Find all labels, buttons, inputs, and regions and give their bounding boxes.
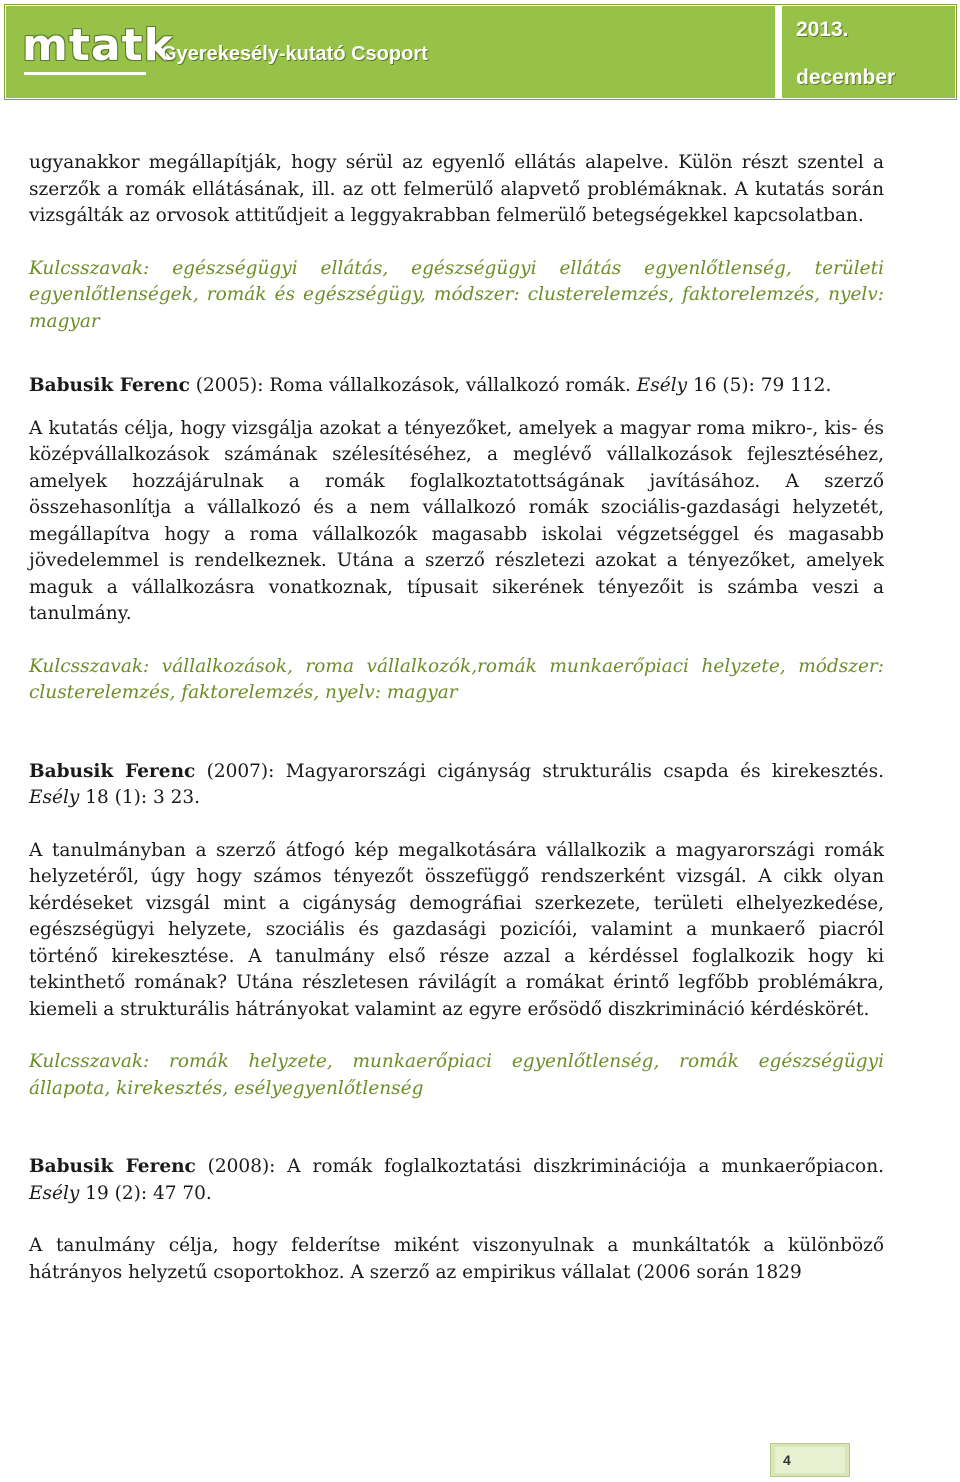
entry-1-citation	[29, 373, 884, 400]
entry-2-author: Babusik Ferenc	[29, 760, 196, 782]
entry-1-journal: Esély	[636, 375, 688, 396]
intro-paragraph: ugyanakkor megállapítják, hogy sérül az egyenlő ellátás alapelve. Külön részt szentel a szerzők a romák ellátásának, ill. az ott felmerülő alapvető problémáknak. A kutatás során vizsgálták az orvosok attitűdjeit a leggyakrabban felmerülő betegségekkel kapcsolatban.	[29, 152, 884, 226]
header-year: 2013.	[796, 18, 849, 41]
entry-2-title: (2007): Magyarországi cigányság strukturális csapda és kirekesztés.	[195, 760, 884, 782]
entry-3-abstract: A tanulmány célja, hogy felderítse miként viszonyulnak a munkáltatók a különböző hátrányos helyzetű csoportokhoz. A szerző az empirikus vállalat (2006 során 1829	[29, 1235, 884, 1283]
page-header	[4, 4, 957, 100]
keywords-2: Kulcsszavak: vállalkozások, roma vállalkozók,romák munkaerőpiaci helyzete, módszer: clusterelemzés, faktorelemzés, nyelv: magyar	[29, 655, 884, 703]
entry-2-citation	[29, 759, 884, 812]
page-number-box	[770, 1443, 850, 1477]
entry-3-issue: 19 (2): 47 70.	[79, 1182, 212, 1204]
mtatk-logo: mtatk	[22, 20, 174, 71]
entry-2-issue: 18 (1): 3 23.	[79, 787, 201, 808]
entry-1-issue: 16 (5): 79 112.	[687, 375, 832, 396]
entry-1-author: Babusik Ferenc	[29, 375, 190, 396]
logo-underline	[24, 72, 146, 75]
keywords-1: Kulcsszavak: egészségügyi ellátás, egészségügyi ellátás egyenlőtlenség, területi egyenlőtlenségek, romák és egészségügy, módszer: clusterelemzés, faktorelemzés, nyelv: magyar	[29, 257, 884, 332]
entry-1-abstract: A kutatás célja, hogy vizsgálja azokat a tényezőket, amelyek a magyar roma mikro-, kis- és középvállalkozások számának szélesítéséhez, a meglévő vállalkozások fejlesztéséhez, amelyek hozzájárulnak a romák foglalkoztatottságának javításához. A szerző összehasonlítja a vállalkozó és a nem vállalkozó romák szociális-gazdasági helyzetét, megállapítva hogy a roma vállalkozók magasabb iskolai végzetséggel és magasabb jövedelemmel is rendelkeznek. Utána a szerző részletezi azokat a tényezőket, amelyek maguk a vállalkozásra vonatkoznak, típusait sikerének tényezőit is számba veszi a tanulmány.	[29, 417, 884, 624]
page-number: 4	[775, 1447, 845, 1473]
group-name: Gyerekesély-kutató Csoport	[161, 43, 428, 65]
entry-3-title: (2008): A romák foglalkoztatási diszkriminációja a munkaerőpiacon.	[195, 1156, 884, 1177]
entry-2-journal: Esély	[29, 787, 80, 808]
entry-3-citation	[29, 1154, 884, 1207]
entry-2-abstract: A tanulmányban a szerző átfogó kép megalkotására vállalkozik a magyarországi romák helyzetéről, úgy hogy számos tényezőt összefüggő rendszerként vizsgál. A cikk olyan kérdéseket vizsgál mint a cigányság demográfiai szerkezete, területi elhelyezkedése, egészségügyi helyzete, szociális és gazdasági pozicíói, valamint a munkaerő piacról történő kirekesztése. A tanulmány első része azzal a kérdéssel foglalkozik hogy ki tekinthető romának? Utána részletesen rávilágít a romákat érintő legfőbb problémákra, kiemeli a strukturális hátrányokat valamint az egyre erősödő diszkrimináció kérdéskörét.	[29, 839, 884, 1020]
entry-3-author: Babusik Ferenc	[29, 1156, 196, 1177]
document-body	[29, 150, 884, 1286]
keywords-3: Kulcsszavak: romák helyzete, munkaerőpiaci egyenlőtlenség, romák egészségügyi állapota, kirekesztés, esélyegyenlőtlenség	[29, 1051, 884, 1099]
entry-1-title: (2005): Roma vállalkozások, vállalkozó romák.	[189, 375, 637, 396]
header-banner	[4, 4, 777, 100]
entry-3-journal: Esély	[29, 1182, 80, 1204]
header-month: december	[796, 66, 896, 89]
header-date-box	[780, 4, 957, 100]
